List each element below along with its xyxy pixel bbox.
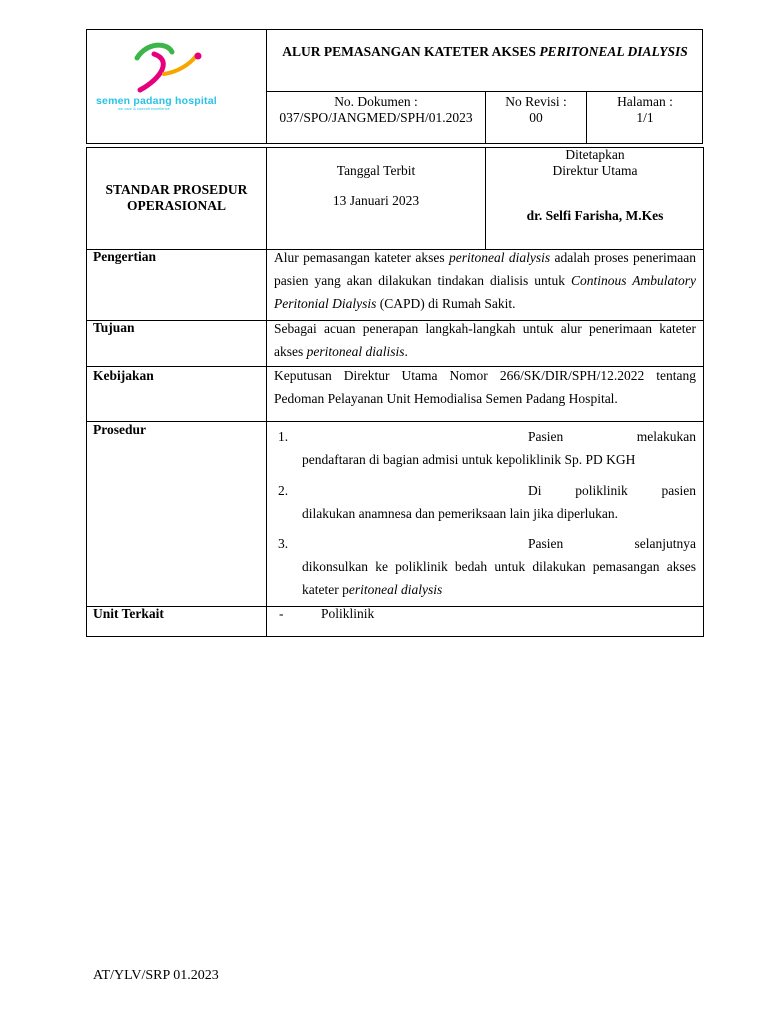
procedure-step-1: 1. Pasien melakukan pendaftaran di bagian admisi untuk kepoliklinik Sp. PD KGH bbox=[278, 425, 696, 471]
unit-item: Poliklinik bbox=[321, 606, 375, 621]
hospital-logo bbox=[92, 38, 262, 113]
footer-code: AT/YLV/SRP 01.2023 bbox=[93, 968, 219, 983]
section-label-prosedur: Prosedur bbox=[93, 422, 146, 437]
sop-label: STANDAR PROSEDUR OPERASIONAL bbox=[105, 182, 248, 213]
logo-tagline: we care & commit excellence bbox=[118, 106, 170, 111]
page-cell bbox=[587, 94, 703, 126]
logo-swoosh-icon bbox=[92, 38, 262, 98]
issue-date-value: 13 Januari 2023 bbox=[332, 193, 420, 208]
section-label-kebijakan: Kebijakan bbox=[93, 368, 154, 383]
revision-cell bbox=[486, 94, 586, 126]
issue-date-label: Tanggal Terbit bbox=[336, 163, 416, 178]
unit-dash: - bbox=[279, 606, 284, 621]
step-number: 3. bbox=[278, 536, 289, 551]
doc-number-cell bbox=[267, 94, 485, 126]
pengertian-text: Alur pemasangan kateter akses peritoneal dialysis adalah proses penerimaan pasien yang akan dilakukan tindakan dialisis untuk Continous Ambulatory Peritonial Dialysis (CAPD) di Rumah Sakit. bbox=[274, 250, 696, 311]
approved-by-role: Direktur Utama bbox=[552, 163, 638, 178]
logo-text: semen padang hospital bbox=[96, 95, 217, 107]
doc-number-label: No. Dokumen : bbox=[334, 94, 418, 109]
step-number: 2. bbox=[278, 483, 289, 498]
approver-name: dr. Selfi Farisha, M.Kes bbox=[526, 208, 664, 223]
procedure-step-2: 2. Di poliklinik pasien dilakukan anamnesa dan pemeriksaan lain jika diperlukan. bbox=[278, 479, 696, 525]
approved-by-label: Ditetapkan bbox=[565, 147, 625, 162]
section-label-tujuan: Tujuan bbox=[93, 320, 135, 335]
tujuan-text: Sebagai acuan penerapan langkah-langkah untuk alur penerimaan kateter akses peritoneal dialisis. bbox=[274, 321, 696, 359]
step-number: 1. bbox=[278, 429, 289, 444]
procedure-step-3: 3. Pasien selanjutnya dikonsulkan ke poliklinik bedah untuk dilakukan pemasangan akses kateter peritoneal dialysis bbox=[278, 532, 696, 601]
doc-number-value: 037/SPO/JANGMED/SPH/01.2023 bbox=[279, 110, 473, 125]
page-value: 1/1 bbox=[636, 110, 654, 125]
revision-value: 00 bbox=[529, 110, 543, 125]
document-title: ALUR PEMASANGAN KATETER AKSES PERITONEAL DIALYSIS bbox=[282, 44, 688, 59]
kebijakan-text: Keputusan Direktur Utama Nomor 266/SK/DIR/SPH/12.2022 tentang Pedoman Pelayanan Unit Hemodialisa Semen Padang Hospital. bbox=[274, 368, 696, 406]
section-label-pengertian: Pengertian bbox=[93, 249, 156, 264]
page-label: Halaman : bbox=[617, 94, 673, 109]
revision-label: No Revisi : bbox=[505, 94, 567, 109]
section-label-unit-terkait: Unit Terkait bbox=[93, 606, 164, 621]
